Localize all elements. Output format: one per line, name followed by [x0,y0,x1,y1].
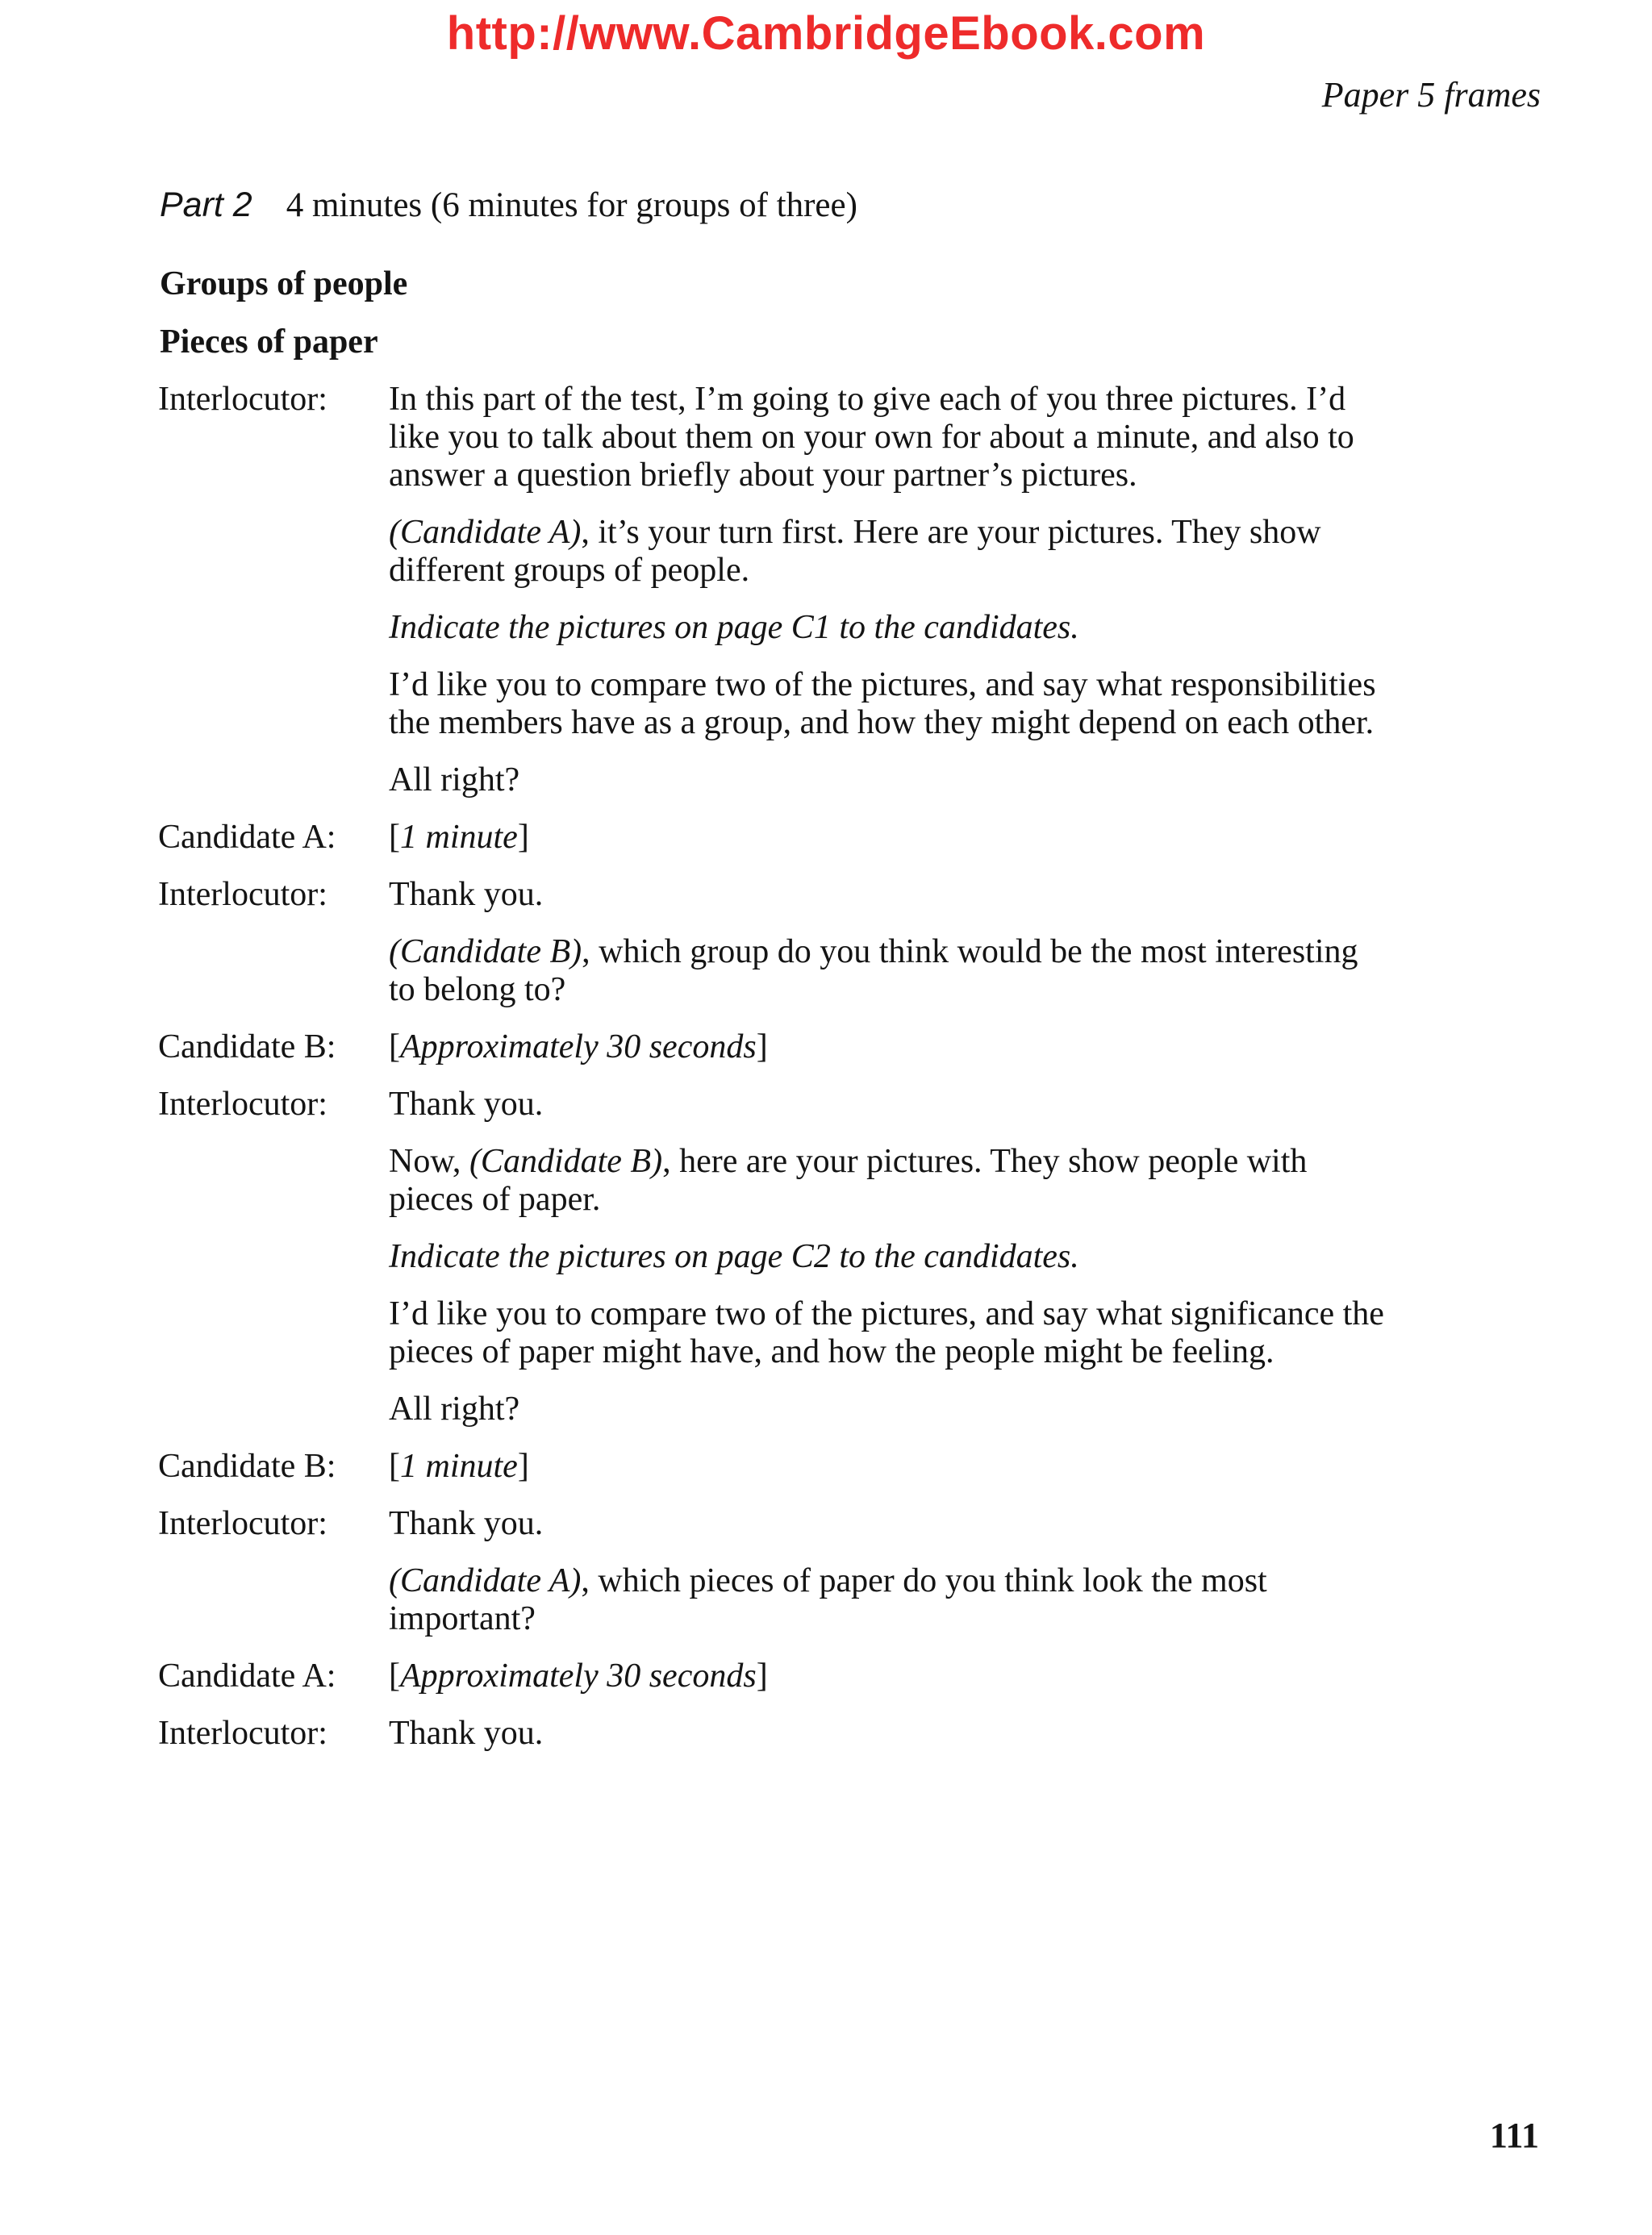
speaker-label: Interlocutor: [158,381,327,418]
speech-fragment: , which group do you think would be the most interesting to belong to? [389,933,1358,1008]
dialogue-turn [158,381,1384,799]
speech-text [389,1448,1384,1486]
speaker-label: Candidate B: [158,1448,336,1485]
speech-paragraph [389,933,1384,1009]
speech-paragraph: Thank you. [389,1086,544,1123]
speech-text [389,1086,1384,1428]
speech-text [389,1028,1384,1066]
part-label: Part 2 [160,186,252,224]
dialogue-turn [158,1086,1384,1428]
speech-paragraph [389,1562,1384,1638]
candidate-name: (Candidate A) [389,514,582,551]
timing-note: [1 minute] [389,1448,529,1485]
speech-text [389,1505,1384,1638]
speech-paragraph: All right? [389,761,520,799]
speaker-label: Interlocutor: [158,1086,327,1123]
dialogue-turn [158,1715,1384,1753]
speech-paragraph: Thank you. [389,1505,544,1542]
dialogue-script [158,381,1384,1772]
stage-direction: Indicate the pictures on page C1 to the candidates. [389,609,1079,646]
speaker-label: Interlocutor: [158,876,327,913]
speech-text [389,1657,1384,1695]
task-title-groups: Groups of people [160,265,408,302]
speech-text [389,819,1384,857]
dialogue-turn [158,1448,1384,1486]
candidate-name: (Candidate A) [389,1562,582,1599]
speaker-label: Candidate A: [158,819,336,856]
speech-text [389,1715,1384,1753]
timing-note: [Approximately 30 seconds] [389,1657,768,1695]
speech-paragraph: I’d like you to compare two of the pictures, and say what significance the pieces of paper might have, and how the people might be feeling. [389,1295,1384,1370]
speaker-label: Candidate B: [158,1028,336,1065]
speech-paragraph [389,1143,1384,1219]
speech-paragraph [389,514,1384,590]
watermark-url: http://www.CambridgeEbook.com [446,7,1206,60]
speech-paragraph: Thank you. [389,876,544,913]
page-number: 111 [1489,2116,1539,2155]
speech-paragraph: I’d like you to compare two of the pictures, and say what responsibilities the members have as a group, and how they might depend on each other. [389,666,1376,741]
part-heading [160,186,857,225]
stage-direction: Indicate the pictures on page C2 to the candidates. [389,1238,1079,1275]
timing-note: [Approximately 30 seconds] [389,1028,768,1065]
speaker-label: Candidate A: [158,1657,336,1695]
speaker-label: Interlocutor: [158,1505,327,1542]
speech-paragraph: In this part of the test, I’m going to give each of you three pictures. I’d like you to talk about them on your own for about a minute, and also to answer a question briefly about your partner’s pictures. [389,381,1354,494]
dialogue-turn [158,876,1384,1009]
speaker-label: Interlocutor: [158,1715,327,1752]
candidate-name: (Candidate B) [469,1143,663,1180]
speech-paragraph: All right? [389,1391,520,1428]
speech-paragraph: Thank you. [389,1715,544,1752]
speech-fragment: , which pieces of paper do you think look the most important? [389,1562,1267,1637]
dialogue-turn [158,1657,1384,1695]
speech-text [389,381,1384,799]
speech-fragment: , it’s your turn first. Here are your pictures. They show different groups of people. [389,514,1321,589]
part-timing: 4 minutes (6 minutes for groups of three) [286,186,857,224]
speech-text [389,876,1384,1009]
dialogue-turn [158,1028,1384,1066]
running-head: Paper 5 frames [1321,75,1541,115]
speech-fragment: , here are your pictures. They show people with pieces of paper. [389,1143,1308,1218]
task-title-paper: Pieces of paper [160,323,378,361]
timing-note: [1 minute] [389,819,529,856]
dialogue-turn [158,1505,1384,1638]
candidate-name: (Candidate B) [389,933,582,970]
speech-fragment: Now, [389,1143,469,1180]
dialogue-turn [158,819,1384,857]
